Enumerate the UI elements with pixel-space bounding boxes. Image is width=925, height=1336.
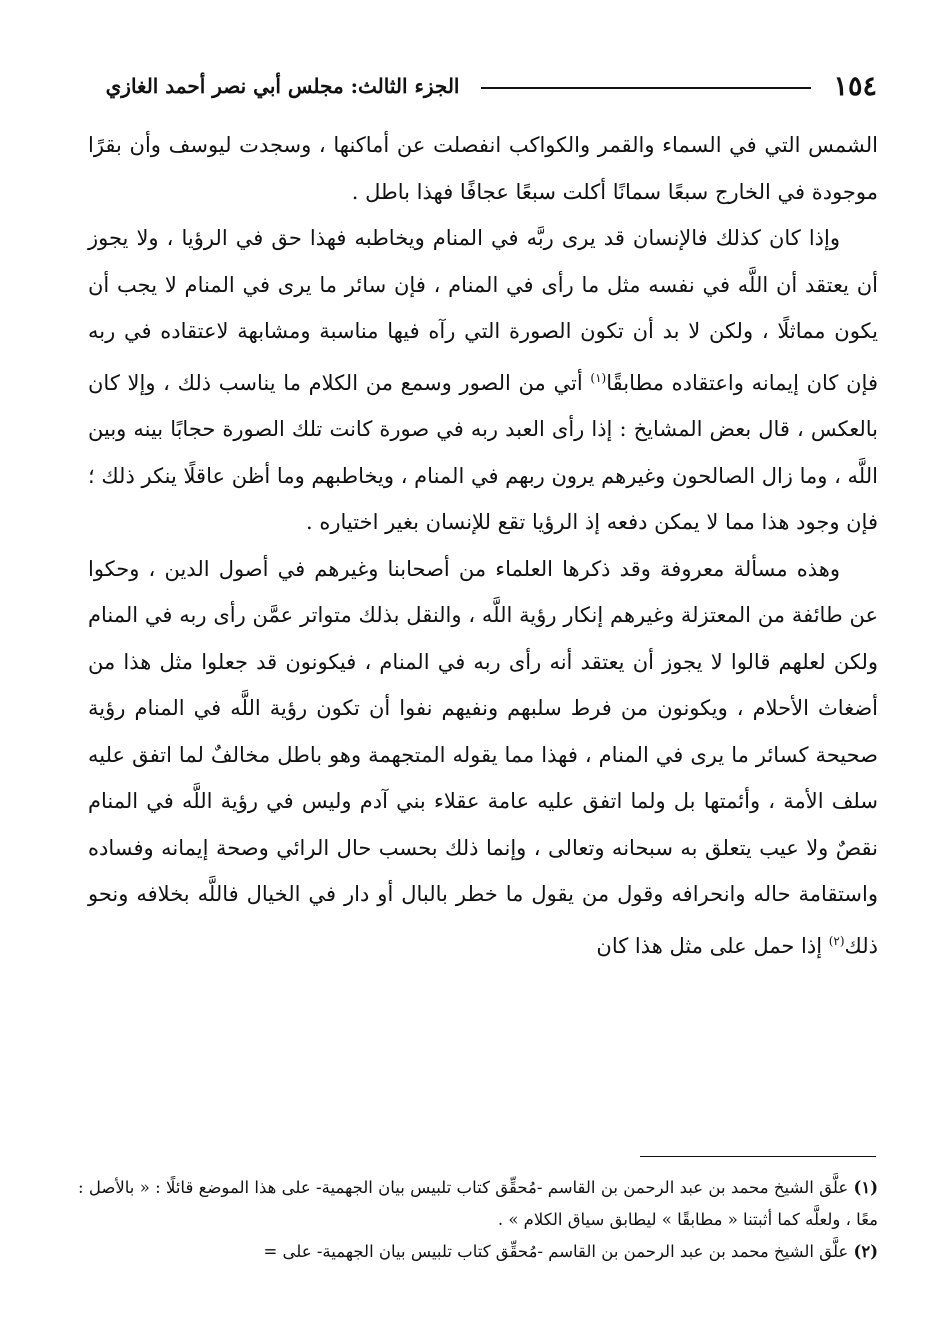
footnote-2 [78,1236,878,1268]
footnote-number: (٢) [853,1242,878,1261]
footnote-separator [640,1156,876,1157]
paragraph-text: وإذا كان كذلك فالإنسان قد يرى ربَّه في المنام ويخاطبه فهذا حق في الرؤيا ، ولا يجوز أن يعتقد أن اللَّه في نفسه مثل ما رأى في المنام ، فإن سائر ما يرى في المنام لا يجب أن يكون مماثلًا ، ولكن لا بد أن تكون الصورة التي رآه فيها مناسبة ومشابهة لاعتقاده في ربه فإن كان إيمانه واعتقاده مطابقًا [88,226,878,395]
footnotes [78,1172,878,1268]
paragraph-text: أتي من الصور وسمع من الكلام ما يناسب ذلك ، وإلا كان بالعكس ، قال بعض المشايخ : إذا رأى العبد ربه في صورة كانت تلك الصورة حجابًا بينه وبين اللَّه ، وما زال الصالحون وغيرهم يرون ربهم في المنام ، ويخاطبهم وما أظن عاقلًا ينكر ذلك ؛ فإن وجود هذا مما لا يمكن دفعه إذ الرؤيا تقع للإنسان بغير اختياره . [88,370,878,534]
paragraph-2 [88,215,878,546]
footnote-number: (١) [853,1178,878,1197]
paragraph-text: وهذه مسألة معروفة وقد ذكرها العلماء من أصحابنا وغيرهم في أصول الدين ، وحكوا عن طائفة من المعتزلة وغيرهم إنكار رؤية اللَّه ، والنقل بذلك متواتر عمَّن رأى ربه في المنام ولكن لعلهم قالوا لا يجوز أن يعتقد أنه رأى ربه في المنام ، فيكونون قد جعلوا مثل هذا من أضغاث الأحلام ، ويكونون من فرط سلبهم ونفيهم نفوا أن تكون رؤية اللَّه في المنام رؤية صحيحة كسائر ما يرى في المنام ، فهذا مما يقوله المتجهمة وهو باطل مخالفٌ لما اتفق عليه سلف الأمة ، وأئمتها بل ولما اتفق عليه عامة عقلاء بني آدم وليس في رؤية اللَّه في المنام نقصٌ ولا عيب يتعلق به سبحانه وتعالى ، وإنما ذلك بحسب حال الرائي وصحة إيمانه وفساده واستقامة حاله وانحرافه وقول من يقول ما خطر بالبال أو دار في الخيال فاللَّه بخلافه ونحو ذلك [88,556,878,958]
footnote-1 [78,1172,878,1236]
paragraph-1 [88,122,878,215]
page-header [92,66,877,106]
footnote-ref-2: (٢) [828,933,845,948]
footnote-text: علَّق الشيخ محمد بن عبد الرحمن بن القاسم -مُحقِّق كتاب تلبيس بيان الجهمية- على هذا الموضع قائلًا : « بالأصل : معًا ، ولعلَّه كما أثبتنا « مطابقًا » ليطابق سياق الكلام » . [78,1178,878,1229]
body-text [88,122,878,969]
footnote-ref-1: (١) [590,370,607,385]
paragraph-text: الشمس التي في السماء والقمر والكواكب انفصلت عن أماكنها ، وسجدت ليوسف وأن بقرًا موجودة في الخارج سبعًا سمانًا أكلت سبعًا عجافًا فهذا باطل . [88,133,878,204]
paragraph-3 [88,546,878,970]
paragraph-text: إذا حمل على مثل هذا كان [596,933,829,958]
header-rule [481,87,811,89]
running-title: الجزء الثالث: مجلس أبي نصر أحمد الغازي [105,74,460,98]
footnote-text: علَّق الشيخ محمد بن عبد الرحمن بن القاسم -مُحقِّق كتاب تلبيس بيان الجهمية- على = [263,1242,854,1261]
page-number: ١٥٤ [833,70,877,102]
